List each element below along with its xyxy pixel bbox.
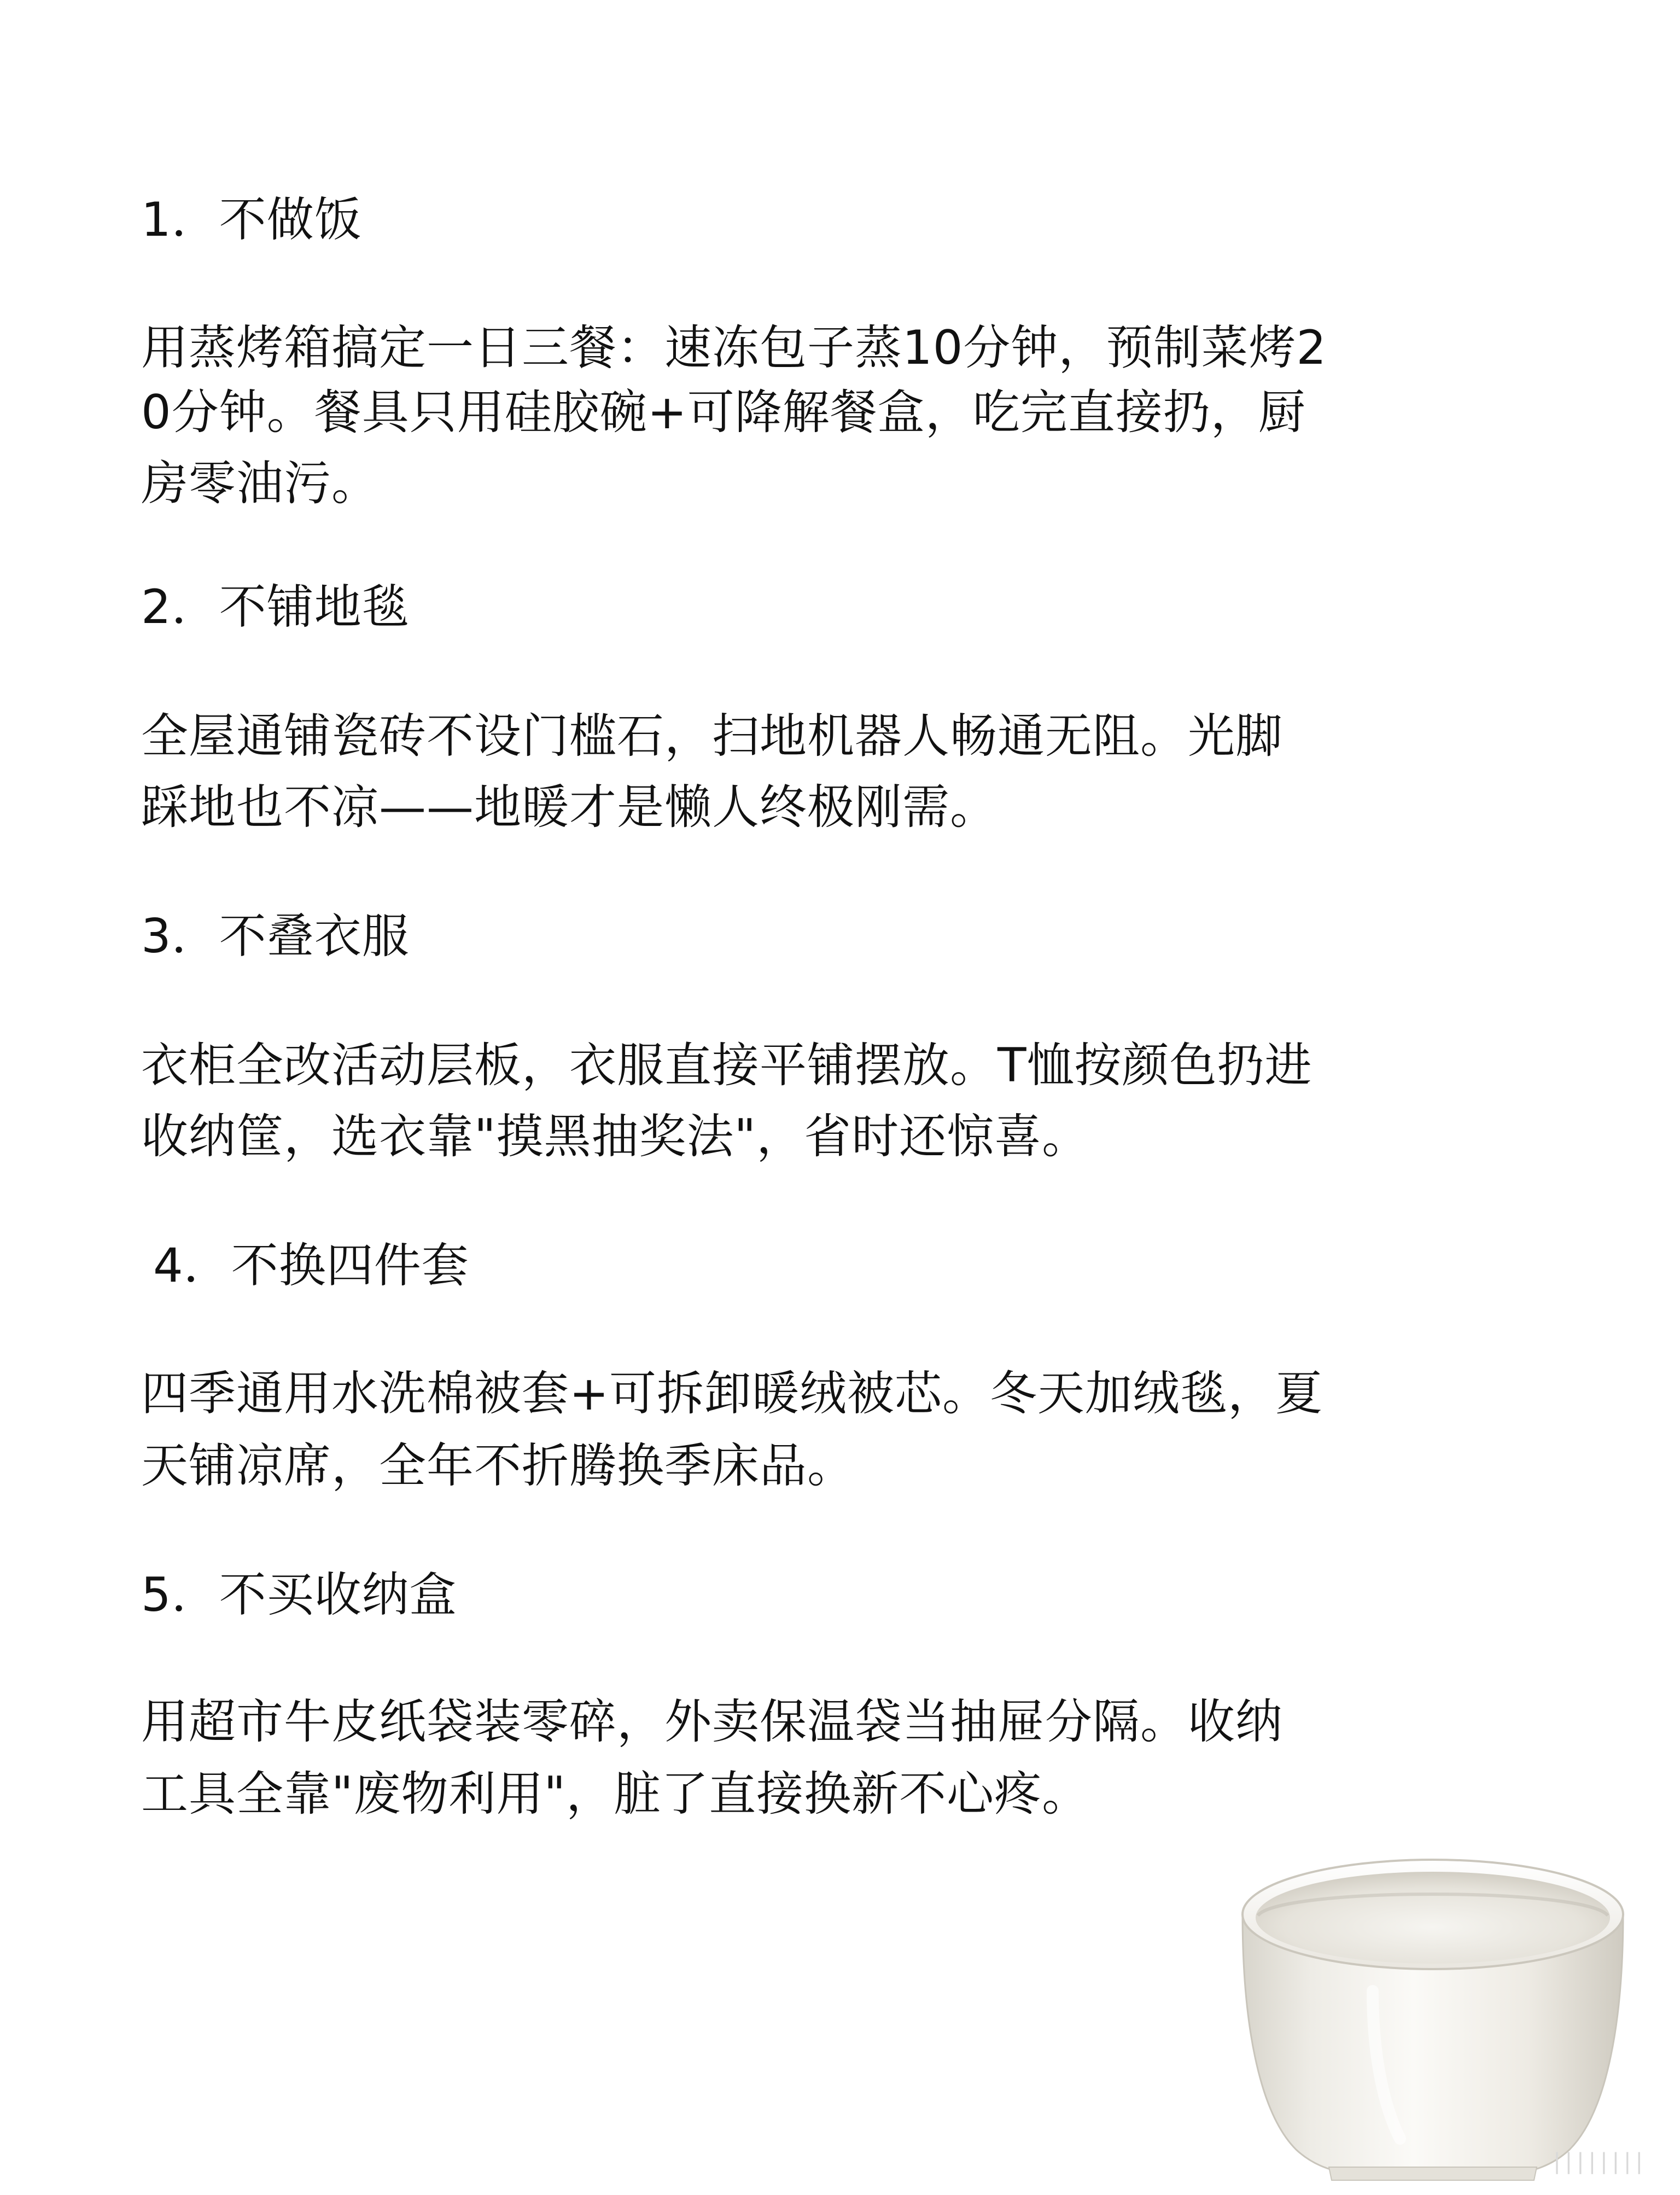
- section-4-line-2: 天铺凉席，全年不折腾换季床品。: [141, 1439, 855, 1493]
- section-1-line-3: 房零油污。: [141, 456, 379, 511]
- watermark-text: ||||||||: [1553, 2149, 1647, 2174]
- section-3-line-1: 衣柜全改活动层板，衣服直接平铺摆放。T恤按颜色扔进: [141, 1038, 1312, 1093]
- bowl-image: [1236, 1854, 1630, 2182]
- section-1-line-1: 用蒸烤箱搞定一日三餐：速冻包子蒸10分钟，预制菜烤2: [141, 321, 1327, 375]
- section-3-heading: 3．不叠衣服: [141, 909, 410, 964]
- section-4-line-1: 四季通用水洗棉被套+可拆卸暖绒被芯。冬天加绒毯，夏: [141, 1366, 1323, 1421]
- section-2-line-1: 全屋通铺瓷砖不设门槛石，扫地机器人畅通无阻。光脚: [141, 709, 1283, 764]
- section-2-heading: 2．不铺地毯: [141, 580, 410, 634]
- section-4-heading: 4．不换四件套: [153, 1238, 469, 1293]
- section-2-line-2: 踩地也不凉——地暖才是懒人终极刚需。: [141, 780, 998, 835]
- section-3-line-2: 收纳筐，选衣靠"摸黑抽奖法"，省时还惊喜。: [141, 1109, 1090, 1164]
- section-1-line-2: 0分钟。餐具只用硅胶碗+可降解餐盒，吃完直接扔，厨: [141, 385, 1306, 440]
- section-5-line-2: 工具全靠"废物利用"，脏了直接换新不心疼。: [141, 1767, 1090, 1821]
- section-5-heading: 5．不买收纳盒: [141, 1568, 457, 1622]
- section-1-heading: 1．不做饭: [141, 193, 362, 247]
- white-ceramic-bowl-icon: [1236, 1854, 1630, 2182]
- section-5-line-1: 用超市牛皮纸袋装零碎，外卖保温袋当抽屉分隔。收纳: [141, 1695, 1283, 1749]
